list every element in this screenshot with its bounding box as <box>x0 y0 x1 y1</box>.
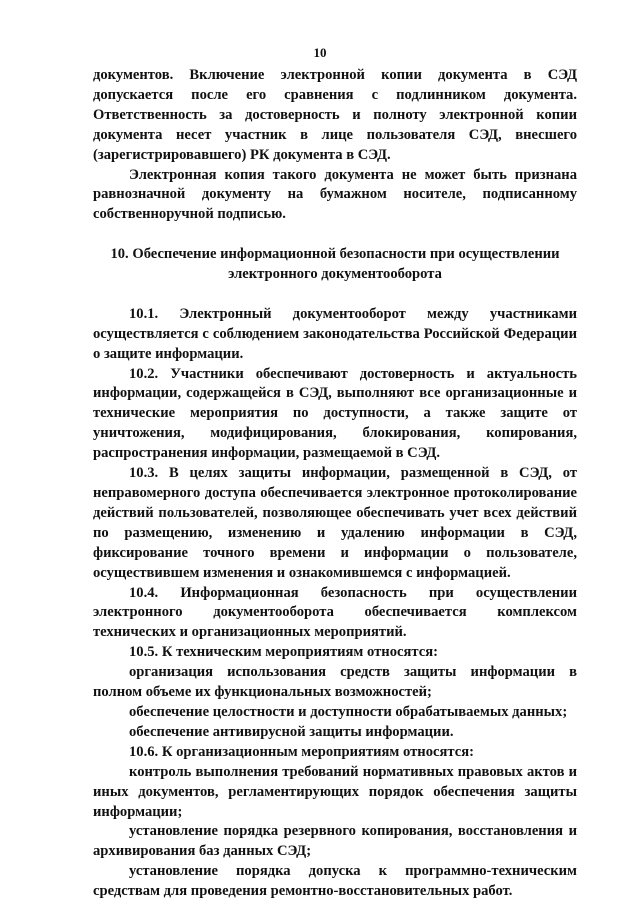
clause-10-5: 10.5. К техническим мероприятиям относятся: <box>129 644 438 661</box>
section-title-line2: электронного документооборота <box>228 266 442 283</box>
paragraph-continuation: документов. Включение электронной копии документа в СЭД допускается после его сравнения с подлинником документа. Ответственность за достоверность и полноту электронной копии документа несет участник в лице пользователя СЭД, внесшего (зарегистрировавшего) РК документа в СЭД. <box>93 67 577 163</box>
section-title-line1: 10. Обеспечение информационной безопасности при осуществлении <box>110 246 560 263</box>
clause-10-5-item-a: организация использования средств защиты информации в полном объеме их функциональных возможностей; <box>93 664 577 701</box>
clause-10-5-item-c: обеспечение антивирусной защиты информации. <box>129 723 454 740</box>
clause-10-4: 10.4. Информационная безопасность при осуществлении электронного документооборота обеспечивается комплексом технических и организационных мероприятий. <box>93 584 577 641</box>
clause-10-6-item-c: установление порядка допуска к программно-техническим средствам для проведения ремонтно-восстановительных работ. <box>93 863 577 900</box>
section-title <box>93 245 577 285</box>
document-body <box>93 66 577 902</box>
spacer <box>93 285 577 305</box>
clause-10-6-item-b: установление порядка резервного копирования, восстановления и архивирования баз данных СЭД; <box>93 823 577 860</box>
clause-10-2: 10.2. Участники обеспечивают достоверность и актуальность информации, содержащейся в СЭД, выполняют все организационные и технические мероприятия по доступности, а также защите от уничтожения, модифицирования, блокирования, копирования, распространения информации, размещаемой в СЭД. <box>93 365 577 462</box>
clause-10-5-item-b: обеспечение целостности и доступности обрабатываемых данных; <box>129 703 568 720</box>
paragraph-electronic-copy: Электронная копия такого документа не может быть признана равнозначной документу на бумажном носителе, подписанному собственноручной подписью. <box>93 166 577 223</box>
page-number: 10 <box>313 45 327 60</box>
clause-10-1: 10.1. Электронный документооборот между участниками осуществляется с соблюдением законодательства Российской Федерации о защите информации. <box>93 305 577 362</box>
clause-10-3: 10.3. В целях защиты информации, размещенной в СЭД, от неправомерного доступа обеспечивается электронное протоколирование действий пользователей, позволяющее обеспечивать учет всех действий по размещению, изменению и удалению информации в СЭД, фиксирование точного времени и информации о пользователе, осуществившем изменения и ознакомившемся с информацией. <box>93 465 577 581</box>
clause-10-6: 10.6. К организационным мероприятиям относятся: <box>129 743 474 760</box>
clause-10-6-item-a: контроль выполнения требований нормативных правовых актов и иных документов, регламентирующих порядок обеспечения защиты информации; <box>93 763 577 820</box>
spacer <box>93 225 577 245</box>
